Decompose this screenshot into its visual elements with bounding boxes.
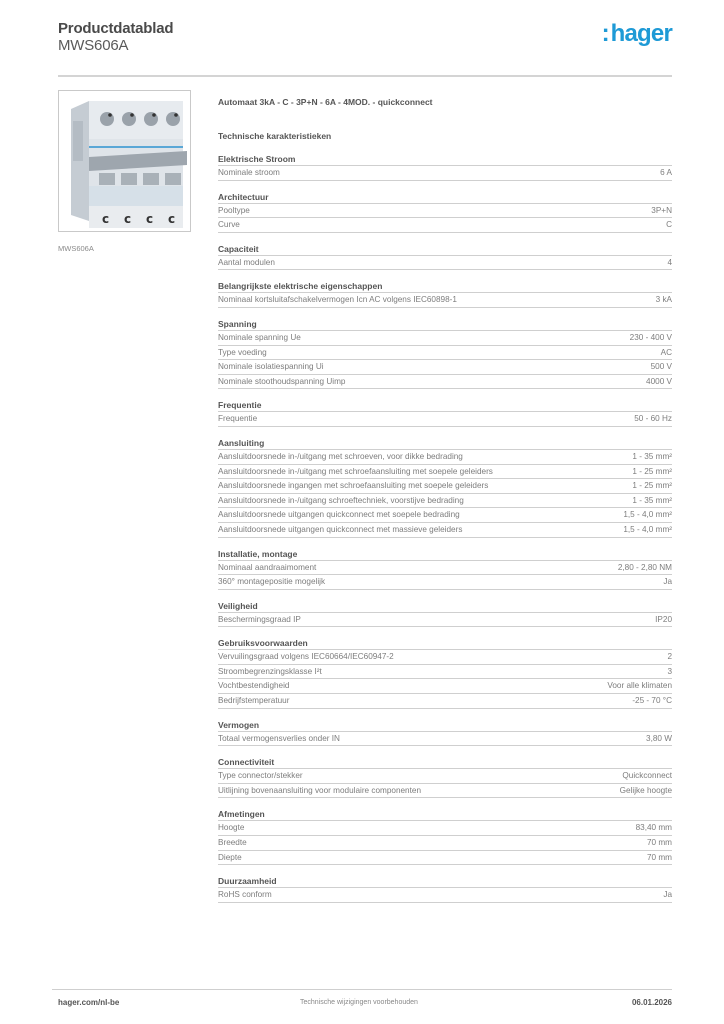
spec-value: 1 - 35 mm² [632,451,672,461]
section-title: Duurzaamheid [218,875,672,888]
spec-row [218,346,672,361]
document-title: Productdatablad [58,20,174,37]
spec-value: 3P+N [651,205,672,215]
logo-text: hager [610,20,672,47]
spec-row [218,523,672,538]
section-title: Gebruiksvoorwaarden [218,637,672,650]
hager-logo [602,21,672,47]
spec-value: 4000 V [646,376,672,386]
spec-label: Nominaal kortsluitafschakelvermogen Icn AC volgens IEC60898-1 [218,295,457,305]
spec-value: 6 A [660,168,672,177]
spec-value: -25 - 70 °C [632,696,672,706]
section-title: Capaciteit [218,243,672,256]
spec-content [218,95,672,903]
svg-text:c: c [124,212,132,226]
spec-value: 83,40 mm [635,823,672,833]
logo-colon: : [601,20,610,47]
spec-label: Aansluitdoorsnede in-/uitgang met schroeven, voor dikke bedrading [218,451,463,461]
image-caption: MWS606A [58,244,94,253]
spec-value: Voor alle klimaten [607,681,672,691]
spec-row [218,331,672,346]
spec-row [218,665,672,680]
spec-row [218,769,672,784]
spec-label: Aansluitdoorsnede in-/uitgang met schroefaansluiting met soepele geleiders [218,466,493,476]
spec-section [218,756,672,798]
spec-value: 1 - 25 mm² [632,466,672,476]
spec-row [218,679,672,694]
spec-value: 4 [667,257,672,267]
spec-label: RoHS conform [218,890,272,900]
spec-value: Ja [663,577,672,587]
technical-characteristics-heading: Technische karakteristieken [218,131,332,141]
svg-text:c: c [168,212,176,226]
footer-date: 06.01.2026 [631,998,672,1007]
spec-value: 70 mm [646,838,672,848]
spec-section [218,875,672,903]
spec-label: Diepte [218,852,242,862]
spec-row [218,412,672,427]
spec-label: Aansluitdoorsnede ingangen met schroefaansluiting met soepele geleiders [218,481,489,491]
footer-divider [52,989,672,990]
spec-label: Totaal vermogensverlies onder IN [218,733,340,743]
product-image [58,90,191,232]
section-title: Veiligheid [218,600,672,613]
spec-row [218,204,672,219]
spec-label: Nominale stroom [218,168,280,177]
section-title: Elektrische Stroom [218,153,672,166]
spec-label: Nominale spanning Ue [218,332,301,342]
spec-label: Type voeding [218,347,267,357]
spec-section [218,437,672,538]
spec-section [218,808,672,865]
header-divider [58,75,672,77]
spec-row [218,360,672,375]
spec-value: 70 mm [646,852,672,862]
spec-value: 3 [667,666,672,676]
spec-row [218,650,672,665]
section-title: Installatie, montage [218,548,672,561]
product-code: MWS606A [58,37,129,54]
spec-row [218,784,672,799]
spec-row [218,888,672,903]
spec-label: Beschermingsgraad IP [218,614,301,624]
spec-row [218,694,672,709]
spec-row [218,613,672,628]
footer-disclaimer: Technische wijzigingen voorbehouden [300,999,418,1006]
spec-label: Hoogte [218,823,245,833]
spec-row [218,836,672,851]
spec-value: Gelijke hoogte [619,785,672,795]
spec-section [218,191,672,233]
spec-row [218,575,672,590]
spec-value: 230 - 400 V [629,332,672,342]
spec-label: Nominaal aandraaimoment [218,562,317,572]
spec-sections [218,153,672,903]
spec-label: Aantal modulen [218,257,275,267]
section-title: Aansluiting [218,437,672,450]
spec-label: Aansluitdoorsnede in-/uitgang schroeftechniek, voorstijve bedrading [218,495,464,505]
spec-row [218,218,672,233]
spec-label: Type connector/stekker [218,771,303,781]
page-header [58,20,672,70]
spec-row [218,851,672,866]
spec-section [218,399,672,427]
spec-row [218,821,672,836]
spec-value: Ja [663,890,672,900]
spec-row [218,508,672,523]
spec-value: C [666,220,672,230]
spec-value: 50 - 60 Hz [634,414,672,424]
spec-value: 2,80 - 2,80 NM [617,562,672,572]
spec-section [218,637,672,708]
spec-section [218,318,672,389]
section-title: Connectiviteit [218,756,672,769]
spec-section [218,719,672,747]
spec-label: Vochtbestendigheid [218,681,290,691]
spec-value: 1,5 - 4,0 mm² [623,524,672,534]
spec-section [218,153,672,181]
spec-row [218,450,672,465]
spec-value: 1 - 25 mm² [632,481,672,491]
svg-text:c: c [102,212,110,226]
spec-value: 500 V [650,362,672,372]
footer-website: hager.com/nl-be [58,998,120,1007]
spec-row [218,256,672,271]
circuit-breaker-illustration [59,91,190,231]
spec-label: Frequentie [218,414,258,424]
spec-section [218,548,672,590]
spec-label: Pooltype [218,205,250,215]
section-title: Frequentie [218,399,672,412]
spec-label: Aansluitdoorsnede uitgangen quickconnect met soepele bedrading [218,510,460,520]
section-title: Afmetingen [218,808,672,821]
spec-value: 3 kA [655,295,672,305]
spec-label: Vervuilingsgraad volgens IEC60664/IEC60947-2 [218,652,394,662]
spec-value: 1 - 35 mm² [632,495,672,505]
spec-value: 1,5 - 4,0 mm² [623,510,672,520]
spec-value: 2 [667,652,672,662]
spec-label: Uitlijning bovenaansluiting voor modulaire componenten [218,785,421,795]
spec-label: Bedrijfstemperatuur [218,696,290,706]
spec-row [218,561,672,576]
spec-row [218,732,672,747]
spec-label: Curve [218,220,240,230]
spec-row [218,375,672,390]
product-description: Automaat 3kA - C - 3P+N - 6A - 4MOD. - quickconnect [218,97,433,107]
spec-label: 360° montagepositie mogelijk [218,577,326,587]
section-title: Architectuur [218,191,672,204]
spec-label: Nominale isolatiespanning Ui [218,362,324,372]
spec-row [218,293,672,308]
svg-text:c: c [146,212,154,226]
section-title: Vermogen [218,719,672,732]
spec-row [218,494,672,509]
section-title: Belangrijkste elektrische eigenschappen [218,280,672,293]
spec-row [218,465,672,480]
spec-value: IP20 [655,614,672,624]
spec-section [218,280,672,308]
spec-section [218,600,672,628]
spec-label: Stroombegrenzingsklasse I²t [218,666,322,676]
spec-label: Aansluitdoorsnede uitgangen quickconnect met massieve geleiders [218,524,463,534]
spec-section [218,243,672,271]
spec-row [218,479,672,494]
section-title: Spanning [218,318,672,331]
spec-value: AC [660,347,672,357]
spec-label: Nominale stoothoudspanning Uimp [218,376,346,386]
spec-label: Breedte [218,838,247,848]
spec-value: 3,80 W [646,733,672,743]
spec-value: Quickconnect [622,771,672,781]
spec-row [218,166,672,181]
